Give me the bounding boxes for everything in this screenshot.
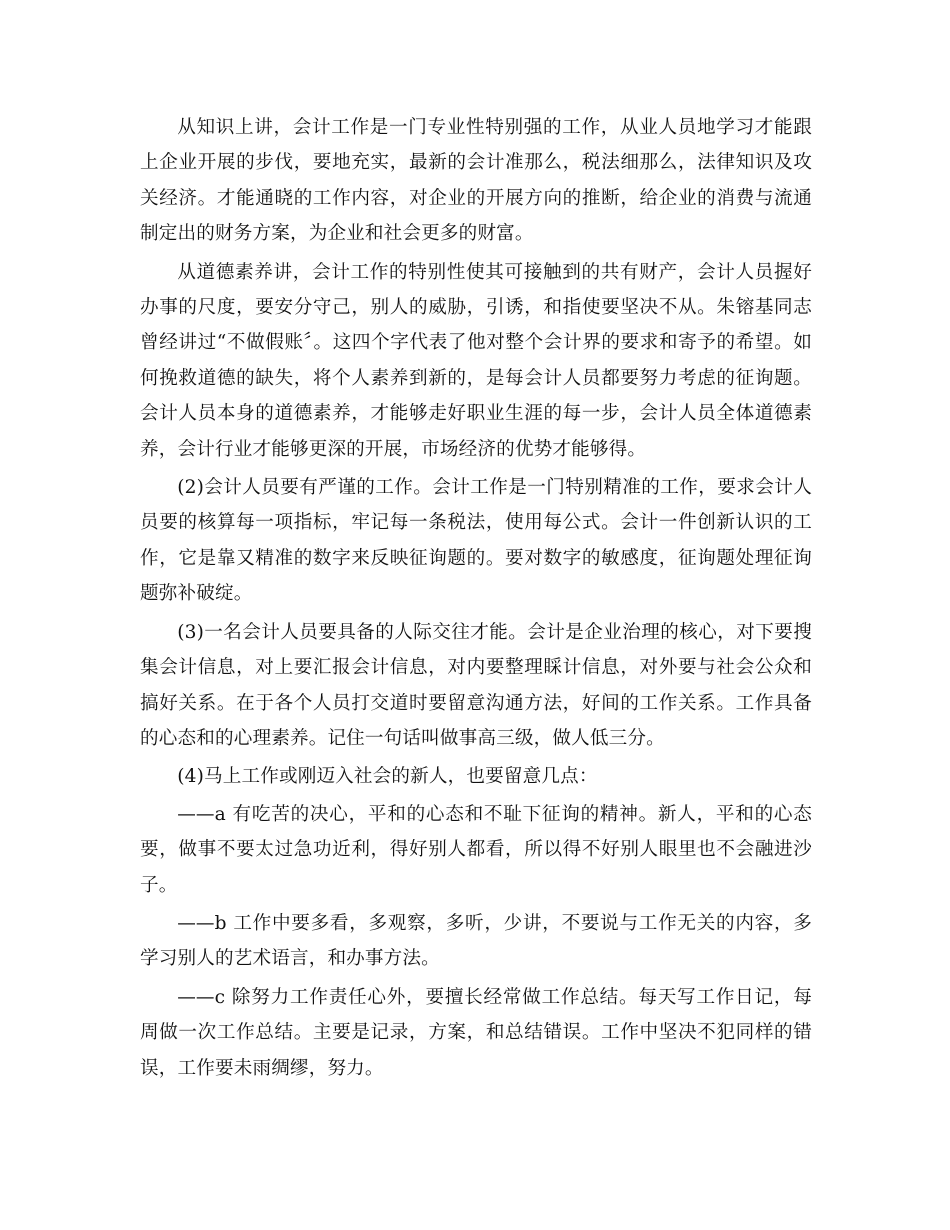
paragraph-point-a: ——a 有吃苦的决心，平和的心态和不耻下征询的精神。新人，平和的心态要，做事不要太过急功近利，得好别人都看，所以得不好别人眼里也不会融进沙子。: [140, 803, 812, 896]
paragraph-interpersonal: (3)一名会计人员要具备的人际交往才能。会计是企业治理的核心，对下要搜集会计信息，对上要汇报会计信息，对内要整理睬计信息，对外要与社会公众和搞好关系。在于各个人员打交道时要留意沟通方法，好间的工作关系。工作具备的心态和的心理素养。记住一句话叫做事高三级，做人低三分。: [140, 621, 812, 749]
paragraph-ethics: 从道德素养讲，会计工作的特别性使其可接触到的共有财产，会计人员握好办事的尺度，要安分守己，别人的威胁，引诱，和指使要坚决不从。朱镕基同志曾经讲过“不做假账〞。这四个字代表了他对整个会计界的要求和寄予的希望。如何挽救道德的缺失，将个人素养到新的，是每会计人员都要努力考虑的征询题。会计人员本身的道德素养，才能够走好职业生涯的每一步，会计人员全体道德素养，会计行业才能够更深的开展，市场经济的优势才能够得。: [140, 261, 812, 460]
document-body: [140, 110, 812, 1089]
paragraph-rigor: (2)会计人员要有严谨的工作。会计工作是一门特别精准的工作，要求会计人员要的核算每一项指标，牢记每一条税法，使用每公式。会计一件创新认识的工作，它是靠又精准的数字来反映征询题的。要对数字的敏感度，征询题处理征询题弥补破绽。: [140, 477, 812, 605]
paragraph-knowledge: 从知识上讲，会计工作是一门专业性特别强的工作，从业人员地学习才能跟上企业开展的步伐，要地充实，最新的会计准那么，税法细那么，法律知识及攻关经济。才能通晓的工作内容，对企业的开展方向的推断，给企业的消费与流通制定出的财务方案，为企业和社会更多的财富。: [140, 117, 812, 245]
paragraph-point-c: ——c 除努力工作责任心外，要擅长经常做工作总结。每天写工作日记，每周做一次工作总结。主要是记录，方案，和总结错误。工作中坚决不犯同样的错误，工作要未雨绸缪，努力。: [140, 986, 812, 1079]
paragraph-newcomer-intro: (4)马上工作或刚迈入社会的新人，也要留意几点：: [177, 766, 598, 788]
paragraph-point-b: ——b 工作中要多看，多观察，多听，少讲，不要说与工作无关的内容，多学习别人的艺术语言，和办事方法。: [140, 912, 812, 970]
